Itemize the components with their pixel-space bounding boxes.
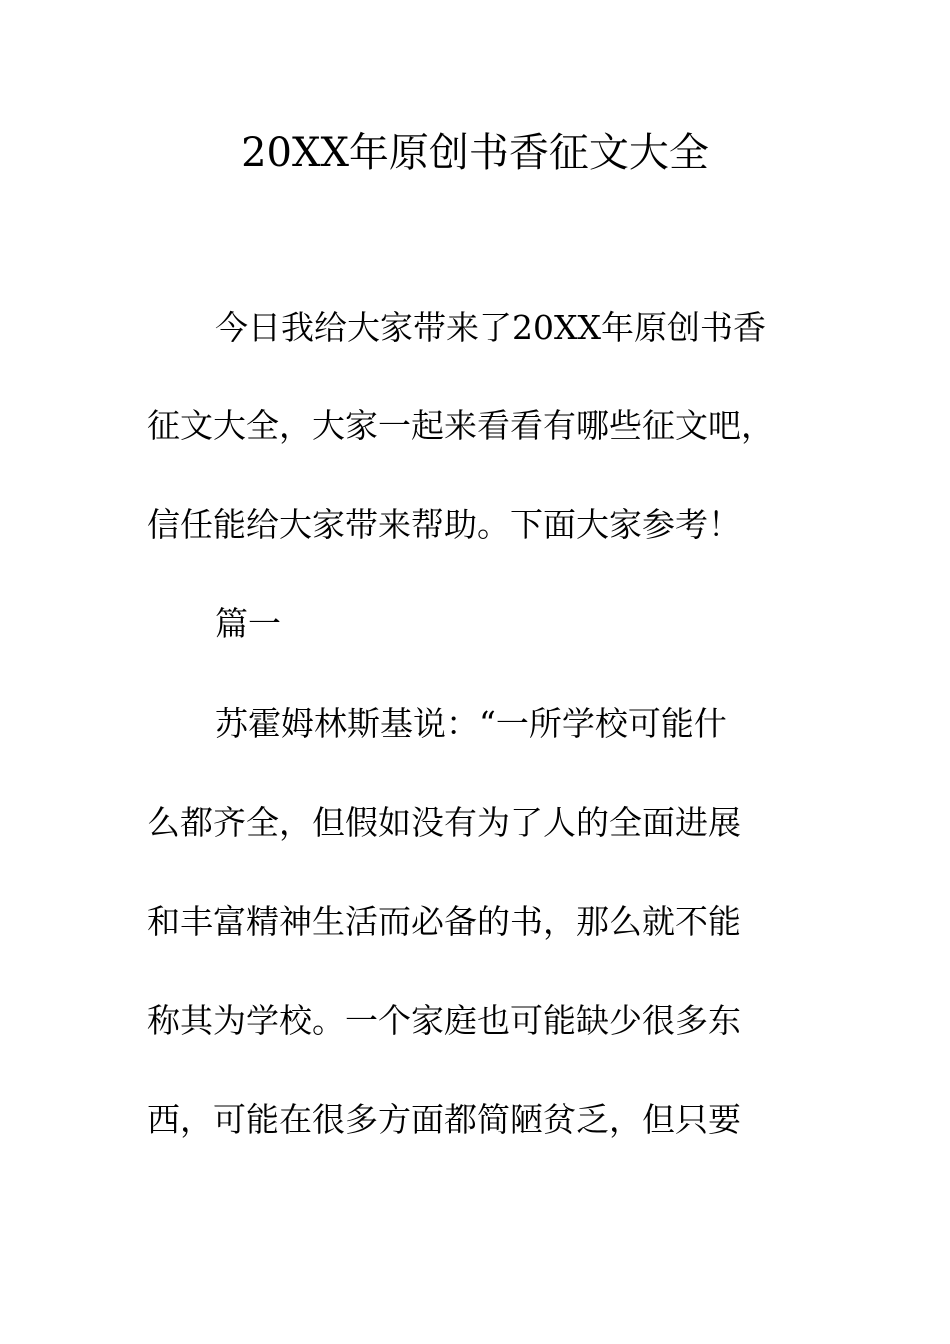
paragraph-line: 苏霍姆林斯基说：“一所学校可能什 bbox=[215, 704, 727, 743]
paragraph-line: 西，可能在很多方面都简陋贫乏，但只要 bbox=[147, 1100, 741, 1139]
section-heading: 篇一 bbox=[215, 604, 281, 643]
document-title: 20XX年原创书香征文大全 bbox=[241, 130, 709, 176]
paragraph-line: 和丰富精神生活而必备的书，那么就不能 bbox=[147, 902, 741, 941]
paragraph-line: 信任能给大家带来帮助。下面大家参考！ bbox=[147, 505, 741, 544]
paragraph-line: 么都齐全，但假如没有为了人的全面进展 bbox=[147, 803, 741, 842]
paragraph-line: 征文大全，大家一起来看看有哪些征文吧， bbox=[147, 406, 774, 445]
paragraph-line: 今日我给大家带来了20XX年原创书香 bbox=[215, 308, 766, 347]
paragraph-line: 称其为学校。一个家庭也可能缺少很多东 bbox=[147, 1001, 741, 1040]
